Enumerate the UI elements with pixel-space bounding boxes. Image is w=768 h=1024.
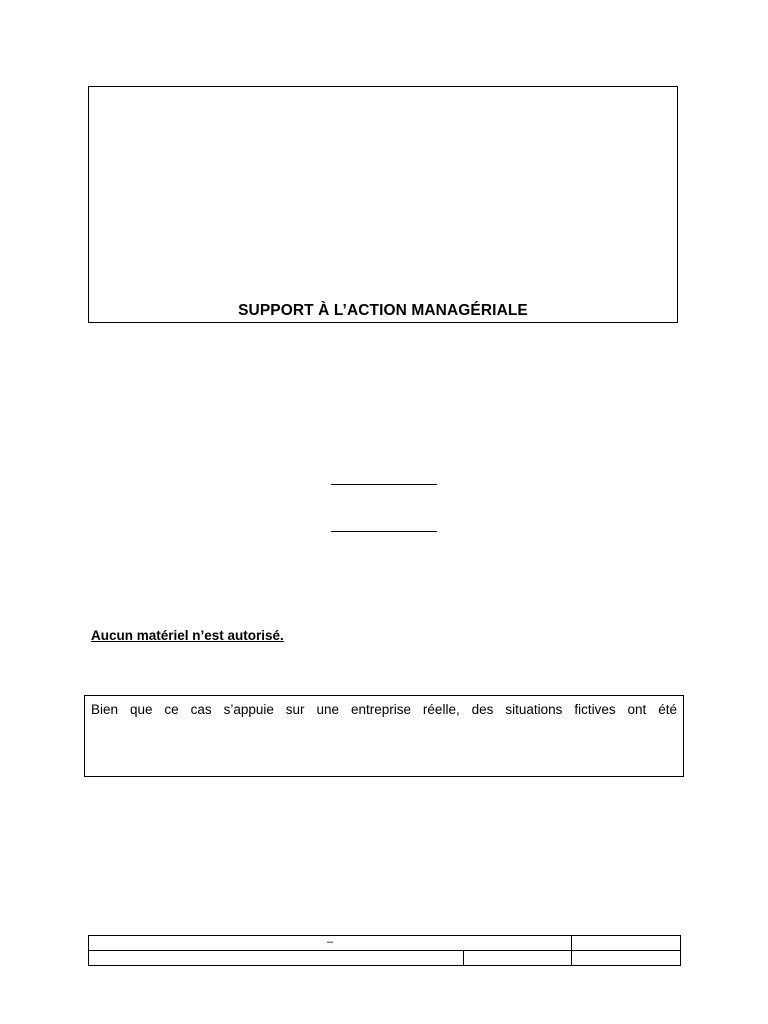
disclaimer-box xyxy=(84,695,684,777)
materials-notice: Aucun matériel n’est autorisé. xyxy=(91,628,284,643)
title-box xyxy=(88,86,678,323)
document-title: SUPPORT À L’ACTION MANAGÉRIALE xyxy=(238,302,528,319)
footer-cell-left xyxy=(89,951,464,966)
disclaimer-text: Bien que ce cas s’appuie sur une entreprise réelle, des situations fictives ont été xyxy=(91,702,677,717)
footer-cell-right xyxy=(572,936,681,951)
blank-line-2 xyxy=(331,531,437,532)
footer-cell-right-2 xyxy=(572,951,681,966)
footer-cell-middle xyxy=(464,951,572,966)
footer-cell-dash: – xyxy=(89,936,572,951)
footer-row-2 xyxy=(89,951,681,966)
footer-row-1 xyxy=(89,936,681,951)
footer-table xyxy=(88,935,681,966)
blank-line-1 xyxy=(331,484,437,485)
